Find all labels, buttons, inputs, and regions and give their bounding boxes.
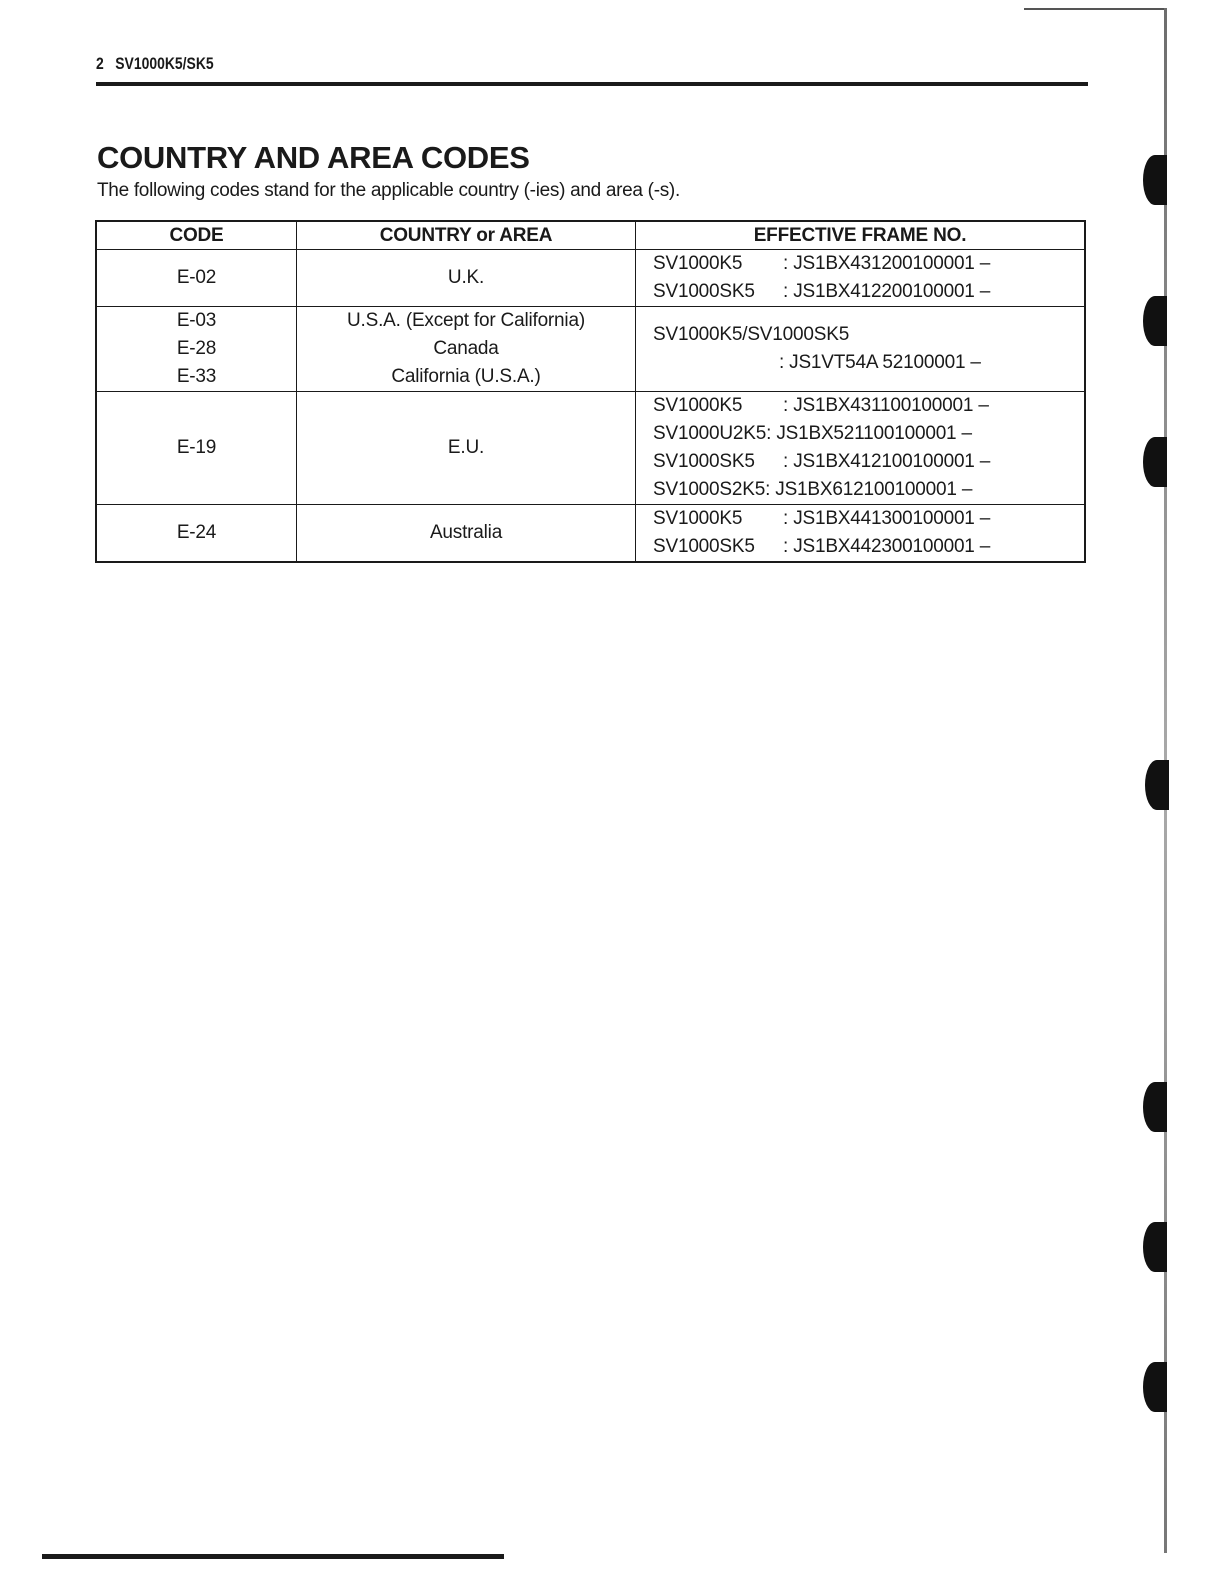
code-value: E-33 (176, 366, 217, 387)
area-value: E.U. (447, 437, 485, 458)
frame-model: SV1000K5 (653, 508, 743, 529)
code-value: E-02 (176, 267, 217, 288)
header-country-area: COUNTRY or AREA (297, 221, 636, 250)
frame-cell (636, 307, 1086, 392)
table-row (96, 307, 1085, 392)
area-cell (297, 392, 636, 505)
area-cell (297, 250, 636, 307)
table-row (96, 392, 1085, 505)
frame-model: SV1000S2K5 (653, 479, 766, 500)
frame-sep: : (783, 451, 789, 472)
page-title: COUNTRY AND AREA CODES (97, 140, 530, 175)
area-value: Canada (433, 338, 499, 359)
code-value: E-19 (176, 437, 217, 458)
punch-hole-icon (1143, 1362, 1167, 1412)
area-value: U.K. (447, 267, 485, 288)
code-cell (96, 505, 297, 563)
frame-sep: : (783, 508, 789, 529)
frame-cell (636, 250, 1086, 307)
punch-hole-icon (1143, 1222, 1167, 1272)
intro-text: The following codes stand for the applicable country (-ies) and area (-s). (97, 180, 680, 201)
frame-model: SV1000SK5 (653, 451, 755, 472)
code-cell (96, 307, 297, 392)
frame-number: JS1BX412100100001 – (793, 451, 991, 472)
area-cell (297, 307, 636, 392)
punch-hole-icon (1143, 296, 1167, 346)
frame-number: JS1BX521100100001 – (776, 423, 972, 444)
running-header (96, 54, 214, 74)
frame-sep: : (765, 479, 771, 500)
code-value: E-24 (176, 522, 217, 543)
code-cell (96, 250, 297, 307)
frame-number: JS1BX612100100001 – (775, 479, 973, 500)
table-row (96, 505, 1085, 563)
frame-number: JS1BX412200100001 – (793, 281, 991, 302)
frame-number: JS1BX431200100001 – (793, 253, 991, 274)
frame-line (653, 250, 1084, 278)
footer-rule (42, 1554, 504, 1559)
frame-line (653, 505, 1084, 533)
scan-edge-line (1024, 8, 1164, 10)
frame-line (653, 533, 1084, 561)
header-code: CODE (96, 221, 297, 250)
frame-number: JS1BX431100100001 – (793, 395, 989, 416)
codes-table (95, 220, 1086, 563)
area-value: Australia (429, 522, 503, 543)
header-frame-no: EFFECTIVE FRAME NO. (636, 221, 1086, 250)
punch-hole-icon (1143, 1082, 1167, 1132)
area-cell (297, 505, 636, 563)
code-cell (96, 392, 297, 505)
area-value: U.S.A. (Except for California) (347, 310, 585, 331)
frame-line (653, 392, 1084, 420)
frame-model: SV1000K5 (653, 253, 743, 274)
frame-sep: : (783, 253, 789, 274)
frame-model: SV1000K5 (653, 395, 743, 416)
code-value: E-03 (176, 310, 217, 331)
frame-sep: : (783, 281, 789, 302)
header-model: SV1000K5/SK5 (115, 54, 214, 73)
frame-number: JS1BX441300100001 – (793, 508, 991, 529)
frame-line (653, 476, 1084, 504)
table-row (96, 250, 1085, 307)
punch-hole-icon (1143, 437, 1167, 487)
frame-model: SV1000SK5 (653, 281, 755, 302)
header-rule (96, 82, 1088, 86)
frame-model: SV1000U2K5 (653, 423, 767, 444)
frame-sep: : (783, 395, 789, 416)
frame-model: SV1000SK5 (653, 536, 755, 557)
area-value: California (U.S.A.) (391, 366, 541, 387)
punch-hole-icon (1145, 760, 1169, 810)
frame-number: JS1BX442300100001 – (793, 536, 991, 557)
frame-line (653, 448, 1084, 476)
code-value: E-28 (176, 338, 217, 359)
frame-line (653, 278, 1084, 306)
table-header-row (96, 221, 1085, 250)
frame-sep: : (766, 423, 772, 444)
punch-hole-icon (1143, 155, 1167, 205)
frame-model: SV1000K5/SV1000SK5 (653, 324, 850, 345)
frame-sep: : (783, 536, 789, 557)
frame-cell (636, 392, 1086, 505)
frame-cell (636, 505, 1086, 563)
page-number: 2 (96, 54, 104, 73)
frame-line (653, 420, 1084, 448)
frame-number: : JS1VT54A 52100001 – (779, 352, 981, 373)
